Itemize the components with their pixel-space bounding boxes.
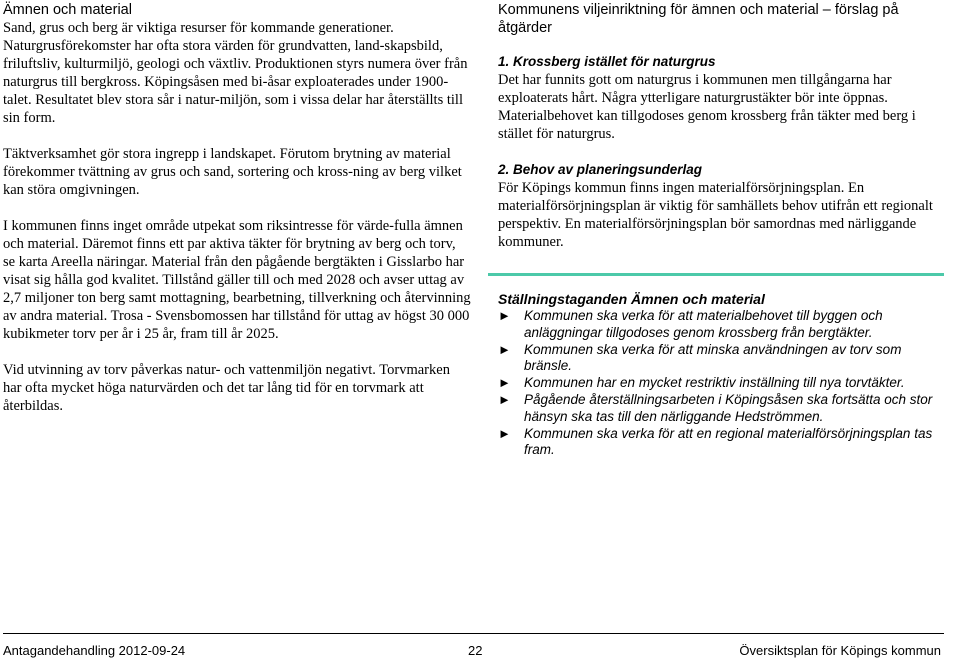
paragraph-riksintresse: I kommunen finns inget område utpekat som riksintresse för värde-fulla ämnen och material. Däremot finns ett par aktiva täkter för brytning av berg och torv, se karta Areella näringar. Material från den pågående bergtäkten i Gisslarbo har visat sig hålla god kvalitet. Tillstånd gäller till och med 2028 och avser uttag av 2,7 miljoner ton berg samt mottagning, bearbetning, tillverkning och återvinning av andra material. Trosa - Svensbomossen har tillstånd för uttag av högst 30 000 kubikmeter torv per år i 25 år, fram till år 2025. — [3, 218, 471, 342]
left-column — [3, 0, 471, 415]
position-item-text: Pågående återställningsarbeten i Köpingsåsen ska fortsätta och stor hänsyn ska tas till den närliggande Hedströmmen. — [524, 391, 933, 424]
right-column — [498, 0, 953, 251]
footer-rule — [3, 633, 944, 634]
footer-right: Översiktsplan för Köpings kommun — [739, 643, 941, 658]
measure-2-title: 2. Behov av planeringsunderlag — [498, 162, 703, 177]
arrow-bullet-icon: ► — [498, 391, 511, 407]
position-box — [488, 273, 944, 472]
position-list — [498, 308, 944, 459]
position-box-title: Ställningstaganden Ämnen och material — [498, 291, 765, 307]
position-item-text: Kommunen ska verka för att en regional materialförsörjningsplan tas fram. — [524, 425, 933, 458]
position-item-text: Kommunen ska verka för att minska användningen av torv som bränsle. — [524, 341, 902, 374]
position-item — [498, 426, 944, 460]
arrow-bullet-icon: ► — [498, 341, 511, 357]
position-item — [498, 308, 944, 342]
position-item — [498, 342, 944, 376]
position-item-text: Kommunen ska verka för att materialbehovet till byggen och anläggningar tillgodoses genom krossberg från bergtäkter. — [524, 308, 883, 340]
paragraph-intro: Sand, grus och berg är viktiga resurser för kommande generationer. Naturgrusförekomster har ofta stora värden för grundvatten, land-skapsbild, friluftsliv, kulturmiljö, geologi och växtliv. Produktionen styrs numera över från naturgrus till bergkross. Köpingsåsen med bi-åsar exploaterades under 1900-talet. Resultatet blev stora sår i natur-miljön, som i vissa delar har återställts till sin form. — [3, 20, 468, 126]
measures-heading: Kommunens viljeinriktning för ämnen och material – förslag på åtgärder — [498, 2, 899, 36]
page-number: 22 — [468, 643, 483, 658]
measure-1-title: 1. Krossberg istället för naturgrus — [498, 54, 716, 69]
position-item-text: Kommunen har en mycket restriktiv inställning till nya torvtäkter. — [524, 375, 905, 391]
footer-left: Antagandehandling 2012-09-24 — [3, 643, 186, 658]
paragraph-torv: Vid utvinning av torv påverkas natur- och vattenmiljön negativt. Torvmarken har ofta mycket höga naturvärden och det tar lång tid för en torvmark att återbildas. — [3, 362, 450, 414]
paragraph-taktverksamhet: Täktverksamhet gör stora ingrepp i landskapet. Förutom brytning av material förekommer tvättning av grus och sand, sortering och kross-ning av berg vilket kan störa omgivningen. — [3, 146, 462, 198]
position-item — [498, 392, 944, 426]
arrow-bullet-icon: ► — [498, 375, 511, 391]
measure-1-text: Det har funnits gott om naturgrus i kommunen men tillgångarna har exploaterats hårt. Några ytterligare naturgrustäkter bör inte öppnas. Materialbehovet kan tillgodoses genom krossberg från täkter med berg i stället för naturgrus. — [498, 72, 916, 142]
position-item — [498, 375, 944, 392]
arrow-bullet-icon: ► — [498, 425, 511, 441]
measure-2-text: För Köpings kommun finns ingen materialförsörjningsplan. En materialförsörjningsplan är viktig för samhällets behov utifrån ett regionalt perspektiv. En materialförsörjningsplan bör samordnas med närliggande kommuner. — [498, 180, 933, 250]
arrow-bullet-icon: ► — [498, 308, 511, 323]
section-heading: Ämnen och material — [3, 2, 132, 18]
